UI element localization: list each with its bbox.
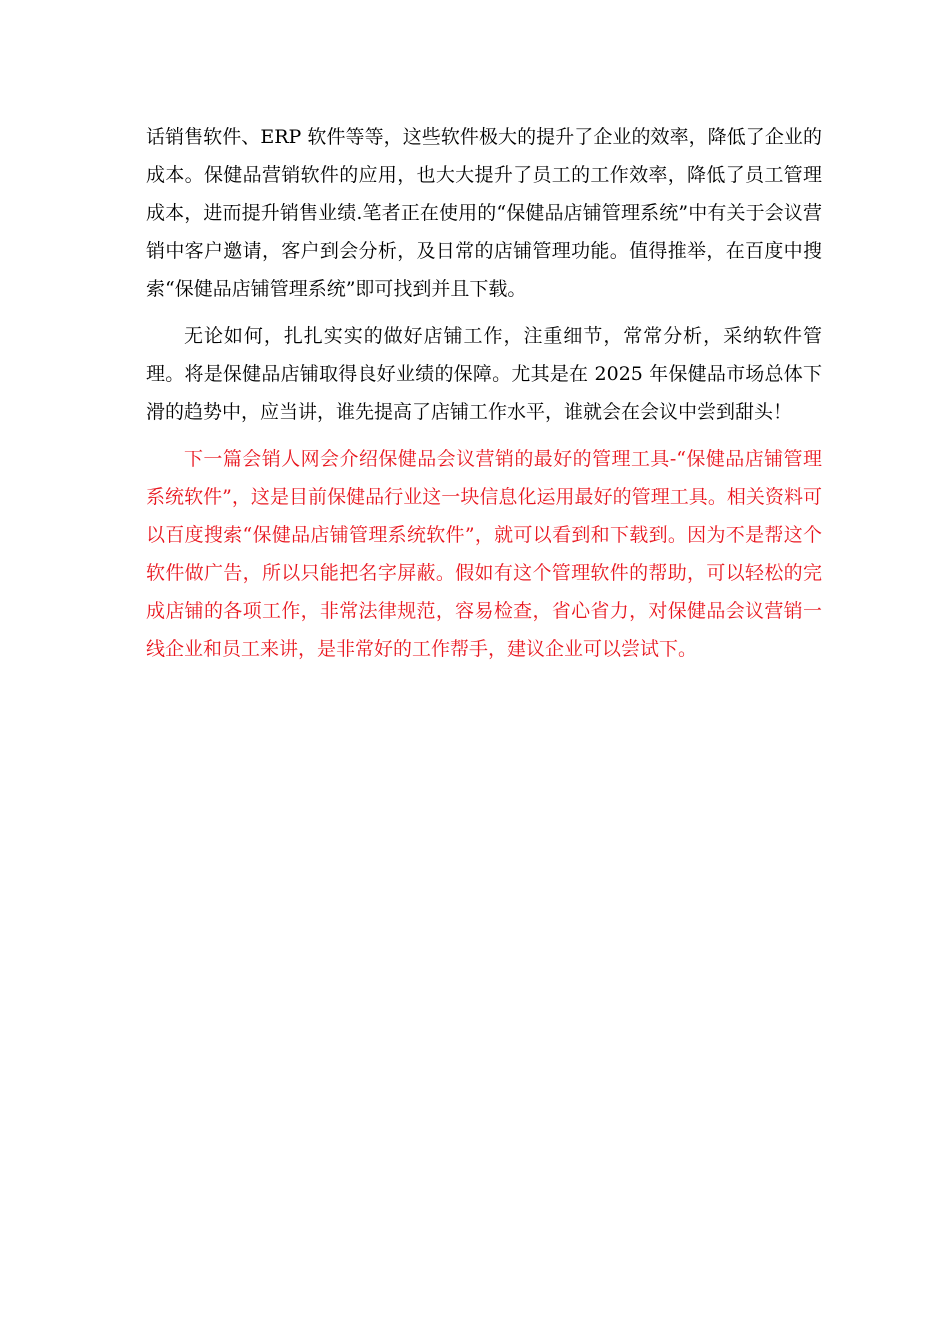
document-body <box>146 118 822 677</box>
paragraph-software-intro: 话销售软件、ERP 软件等等，这些软件极大的提升了企业的效率，降低了企业的成本。保健品营销软件的应用，也大大提升了员工的工作效率，降低了员工管理成本，进而提升销售业绩.笔者正在使用的“保健品店铺管理系统”中有关于会议营销中客户邀请，客户到会分析，及日常的店铺管理功能。值得推举，在百度中搜索“保健品店铺管理系统”即可找到并且下载。 <box>146 126 822 300</box>
paragraph-store-work: 无论如何，扎扎实实的做好店铺工作，注重细节，常常分析，采纳软件管理。将是保健品店铺取得良好业绩的保障。尤其是在 2025 年保健品市场总体下滑的趋势中，应当讲，谁先提高了店铺工作水平，谁就会在会议中尝到甜头！ <box>146 325 822 423</box>
paragraph-next-article: 下一篇会销人网会介绍保健品会议营销的最好的管理工具-“保健品店铺管理系统软件”，这是目前保健品行业这一块信息化运用最好的管理工具。相关资料可以百度搜索“保健品店铺管理系统软件”，就可以看到和下载到。因为不是帮这个软件做广告，所以只能把名字屏蔽。假如有这个管理软件的帮助，可以轻松的完成店铺的各项工作，非常法律规范，容易检查，省心省力，对保健品会议营销一线企业和员工来讲，是非常好的工作帮手，建议企业可以尝试下。 <box>146 448 822 660</box>
